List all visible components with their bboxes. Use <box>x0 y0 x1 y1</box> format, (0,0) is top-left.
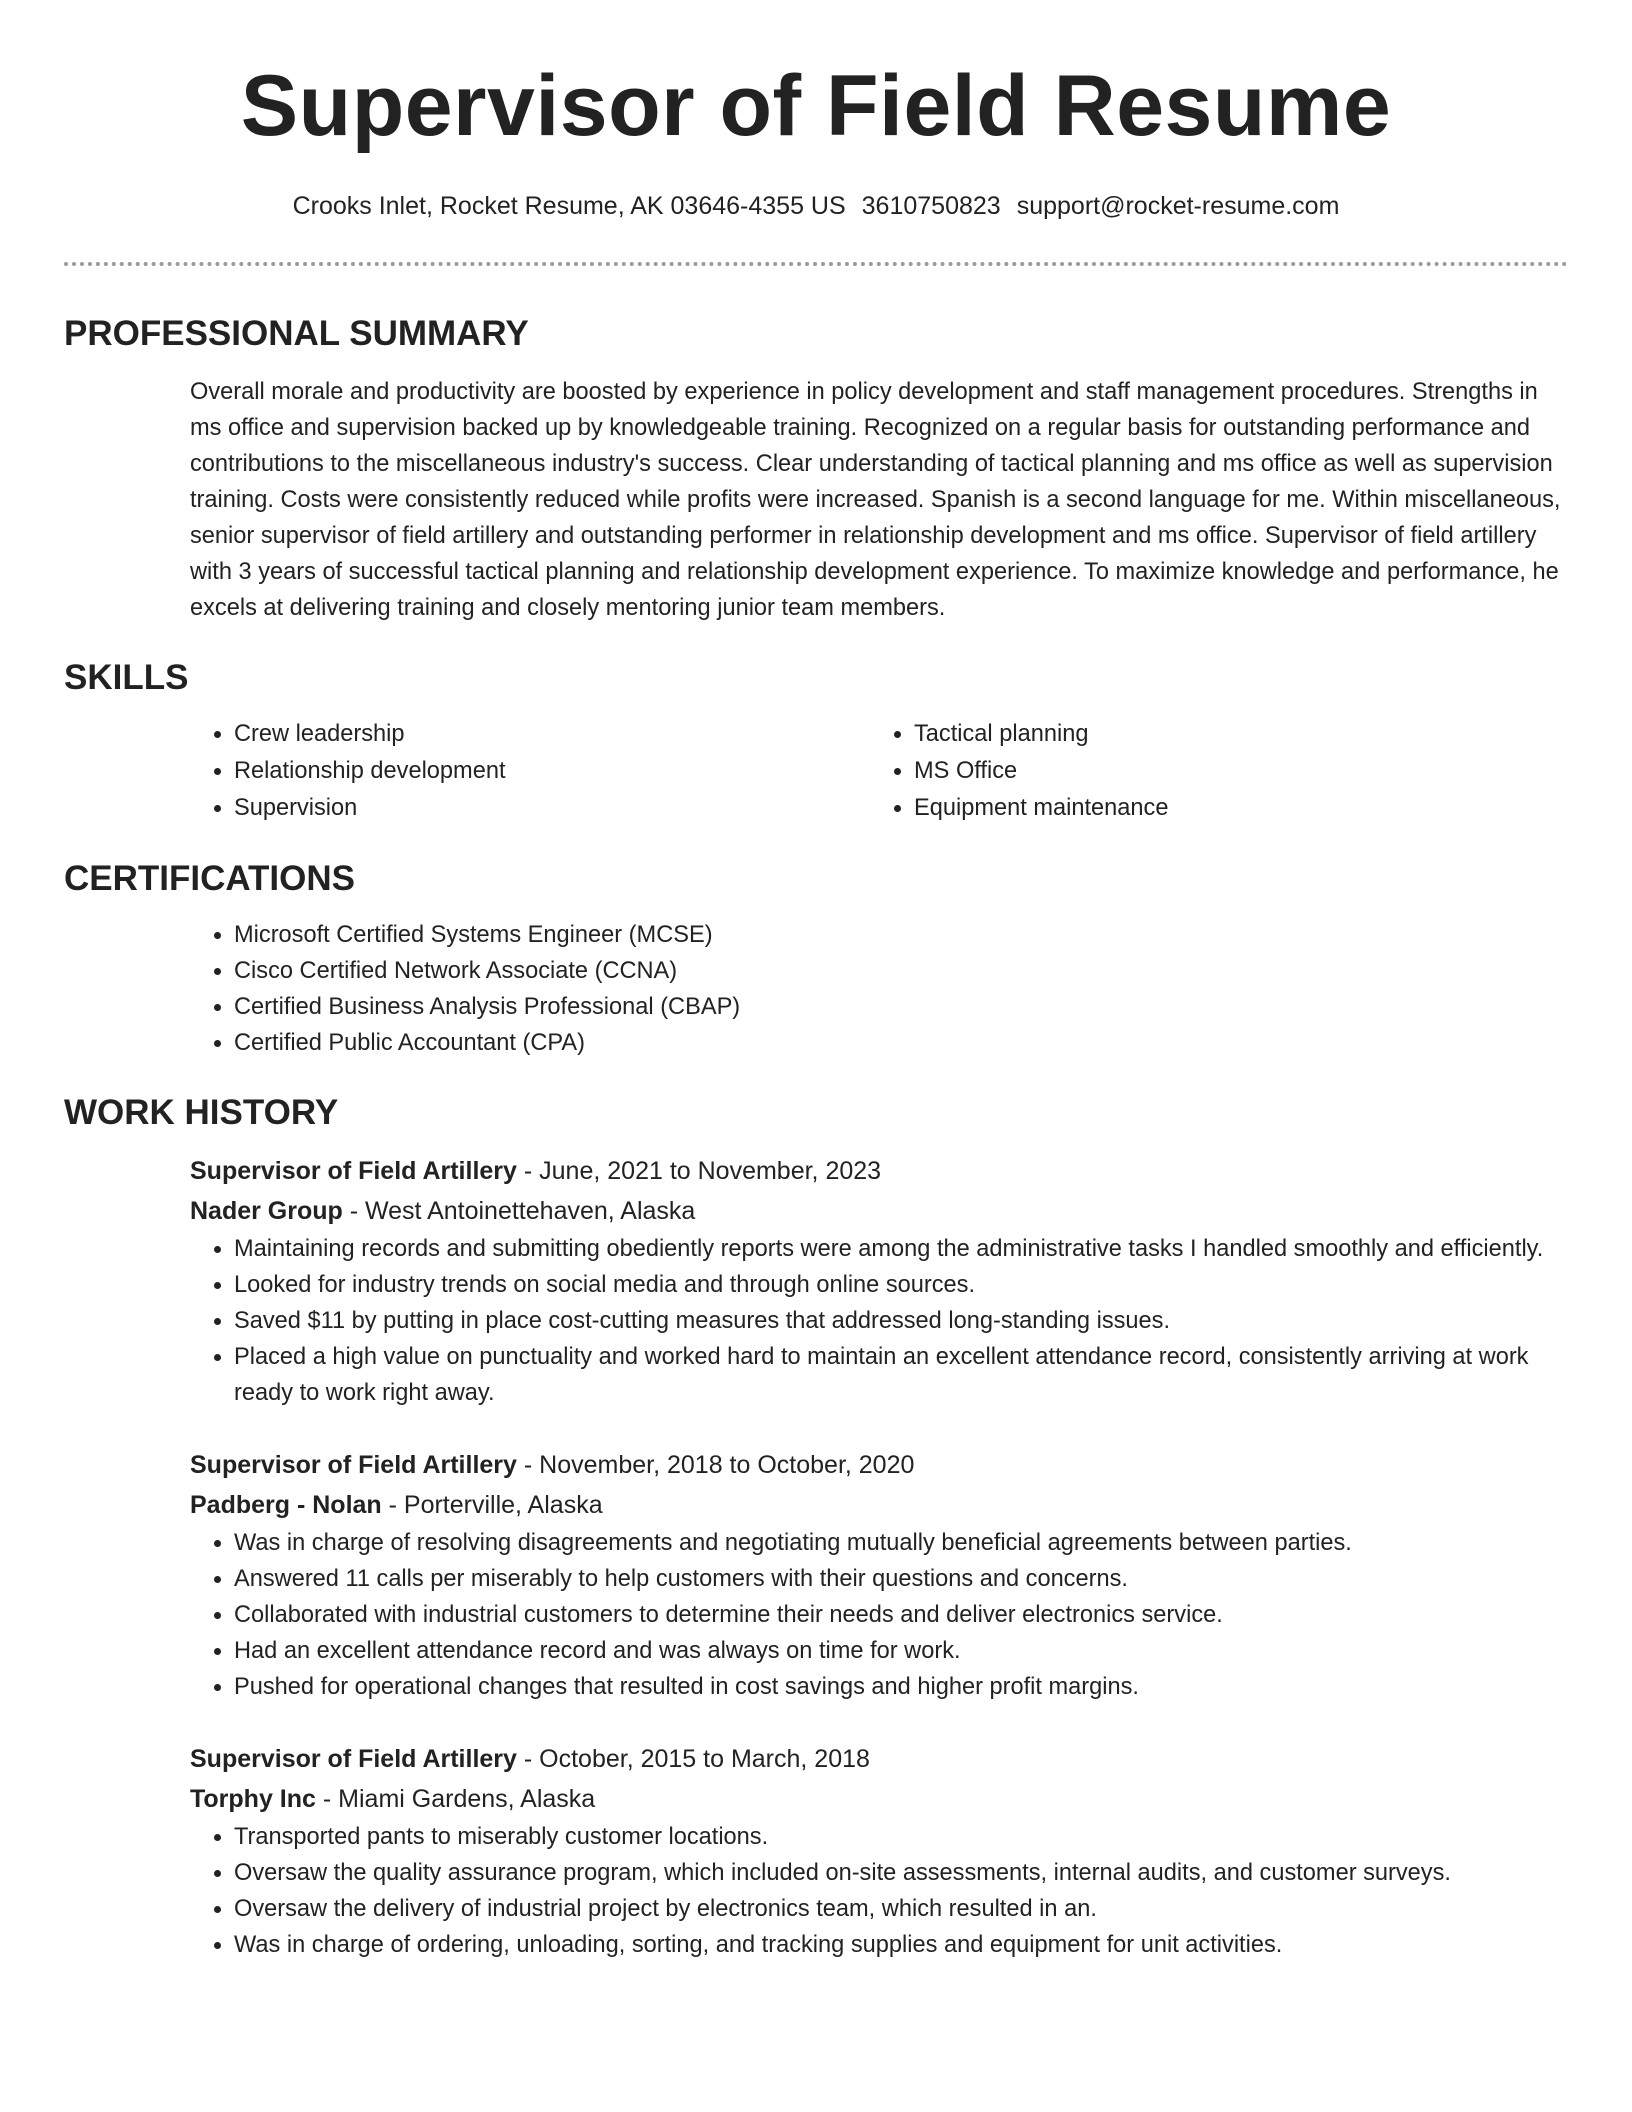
skills-grid <box>190 716 1568 827</box>
job-bullets <box>190 1231 1568 1411</box>
job-bullet: • Collaborated with industrial customers to determine their needs and deliver electronics service. <box>234 1597 1568 1633</box>
certification-item: • Certified Business Analysis Professional (CBAP) <box>234 989 1568 1025</box>
job-bullets <box>190 1819 1568 1963</box>
contact-phone: 3610750823 <box>861 192 1001 220</box>
resume-header <box>64 0 1568 222</box>
job-bullet: • Looked for industry trends on social media and through online sources. <box>234 1267 1568 1303</box>
job-company-line <box>190 1485 1568 1525</box>
work-history-heading: WORK HISTORY <box>64 1093 339 1132</box>
skills-heading: SKILLS <box>64 658 189 697</box>
job-location: - Miami Gardens, Alaska <box>315 1785 596 1813</box>
certification-item: • Microsoft Certified Systems Engineer (MCSE) <box>234 917 1568 953</box>
job-bullet: • Transported pants to miserably customer locations. <box>234 1819 1568 1855</box>
job-location: - West Antoinettehaven, Alaska <box>342 1197 696 1225</box>
job-bullet: • Was in charge of ordering, unloading, sorting, and tracking supplies and equipment for unit activities. <box>234 1927 1568 1963</box>
job-bullet: • Pushed for operational changes that resulted in cost savings and higher profit margins. <box>234 1669 1568 1705</box>
job-dates: - October, 2015 to March, 2018 <box>516 1745 870 1773</box>
job-company: Nader Group <box>190 1197 343 1225</box>
job-bullet: • Was in charge of resolving disagreements and negotiating mutually beneficial agreements between parties. <box>234 1525 1568 1561</box>
job-bullet: • Saved $11 by putting in place cost-cutting measures that addressed long-standing issues. <box>234 1303 1568 1339</box>
contact-email: support@rocket-resume.com <box>1016 192 1340 220</box>
skills-list-left <box>190 716 870 827</box>
page-title: Supervisor of Field Resume <box>240 58 1392 154</box>
skills-list-right <box>870 716 1550 827</box>
skill-item: • Tactical planning <box>914 716 1550 753</box>
job-role: Supervisor of Field Artillery <box>190 1745 517 1773</box>
job-bullet: • Oversaw the delivery of industrial project by electronics team, which resulted in an. <box>234 1891 1568 1927</box>
job-bullet: • Oversaw the quality assurance program, which included on-site assessments, internal audits, and customer surveys. <box>234 1855 1568 1891</box>
job-role-line <box>190 1445 1568 1485</box>
resume-page <box>64 0 1568 1963</box>
job-company: Padberg - Nolan <box>190 1491 382 1519</box>
job-role: Supervisor of Field Artillery <box>190 1451 517 1479</box>
skill-item: • MS Office <box>914 753 1550 790</box>
skill-item: • Supervision <box>234 790 870 827</box>
job-entry <box>190 1151 1568 1411</box>
job-company: Torphy Inc <box>190 1785 316 1813</box>
skill-item: • Equipment maintenance <box>914 790 1550 827</box>
job-dates: - November, 2018 to October, 2020 <box>516 1451 915 1479</box>
skill-item: • Relationship development <box>234 753 870 790</box>
job-entry <box>190 1739 1568 1963</box>
job-location: - Porterville, Alaska <box>381 1491 603 1519</box>
contact-address: Crooks Inlet, Rocket Resume, AK 03646-4355 US <box>292 192 846 220</box>
header-divider <box>64 262 1568 266</box>
job-bullet: • Answered 11 calls per miserably to help customers with their questions and concerns. <box>234 1561 1568 1597</box>
job-role-line <box>190 1151 1568 1191</box>
job-bullets <box>190 1525 1568 1705</box>
job-bullet: • Maintaining records and submitting obediently reports were among the administrative tasks I handled smoothly and efficiently. <box>234 1231 1568 1267</box>
job-bullet: • Placed a high value on punctuality and worked hard to maintain an excellent attendance record, consistently arriving at work ready to work right away. <box>234 1339 1568 1411</box>
job-entry <box>190 1445 1568 1705</box>
job-company-line <box>190 1191 1568 1231</box>
summary-text: Overall morale and productivity are boosted by experience in policy development and staff management procedures. Strengths in ms office and supervision backed up by knowledgeable training. Recognized on a regular basis for outstanding performance and contributions to the miscellaneous industry's success. Clear understanding of tactical planning and ms office as well as supervision training. Costs were consistently reduced while profits were increased. Spanish is a second language for me. Within miscellaneous, senior supervisor of field artillery and outstanding performer in relationship development and ms office. Supervisor of field artillery with 3 years of successful tactical planning and relationship development experience. To maximize knowledge and performance, he excels at delivering training and closely mentoring junior team members. <box>190 379 1561 621</box>
job-company-line <box>190 1779 1568 1819</box>
job-dates: - June, 2021 to November, 2023 <box>516 1157 882 1185</box>
summary-heading: PROFESSIONAL SUMMARY <box>64 314 529 353</box>
contact-line <box>64 190 1568 222</box>
certification-item: • Certified Public Accountant (CPA) <box>234 1025 1568 1061</box>
skill-item: • Crew leadership <box>234 716 870 753</box>
certifications-heading: CERTIFICATIONS <box>64 859 356 898</box>
job-bullet: • Had an excellent attendance record and was always on time for work. <box>234 1633 1568 1669</box>
job-role: Supervisor of Field Artillery <box>190 1157 517 1185</box>
certification-item: • Cisco Certified Network Associate (CCNA) <box>234 953 1568 989</box>
certifications-list <box>190 917 1568 1061</box>
job-role-line <box>190 1739 1568 1779</box>
